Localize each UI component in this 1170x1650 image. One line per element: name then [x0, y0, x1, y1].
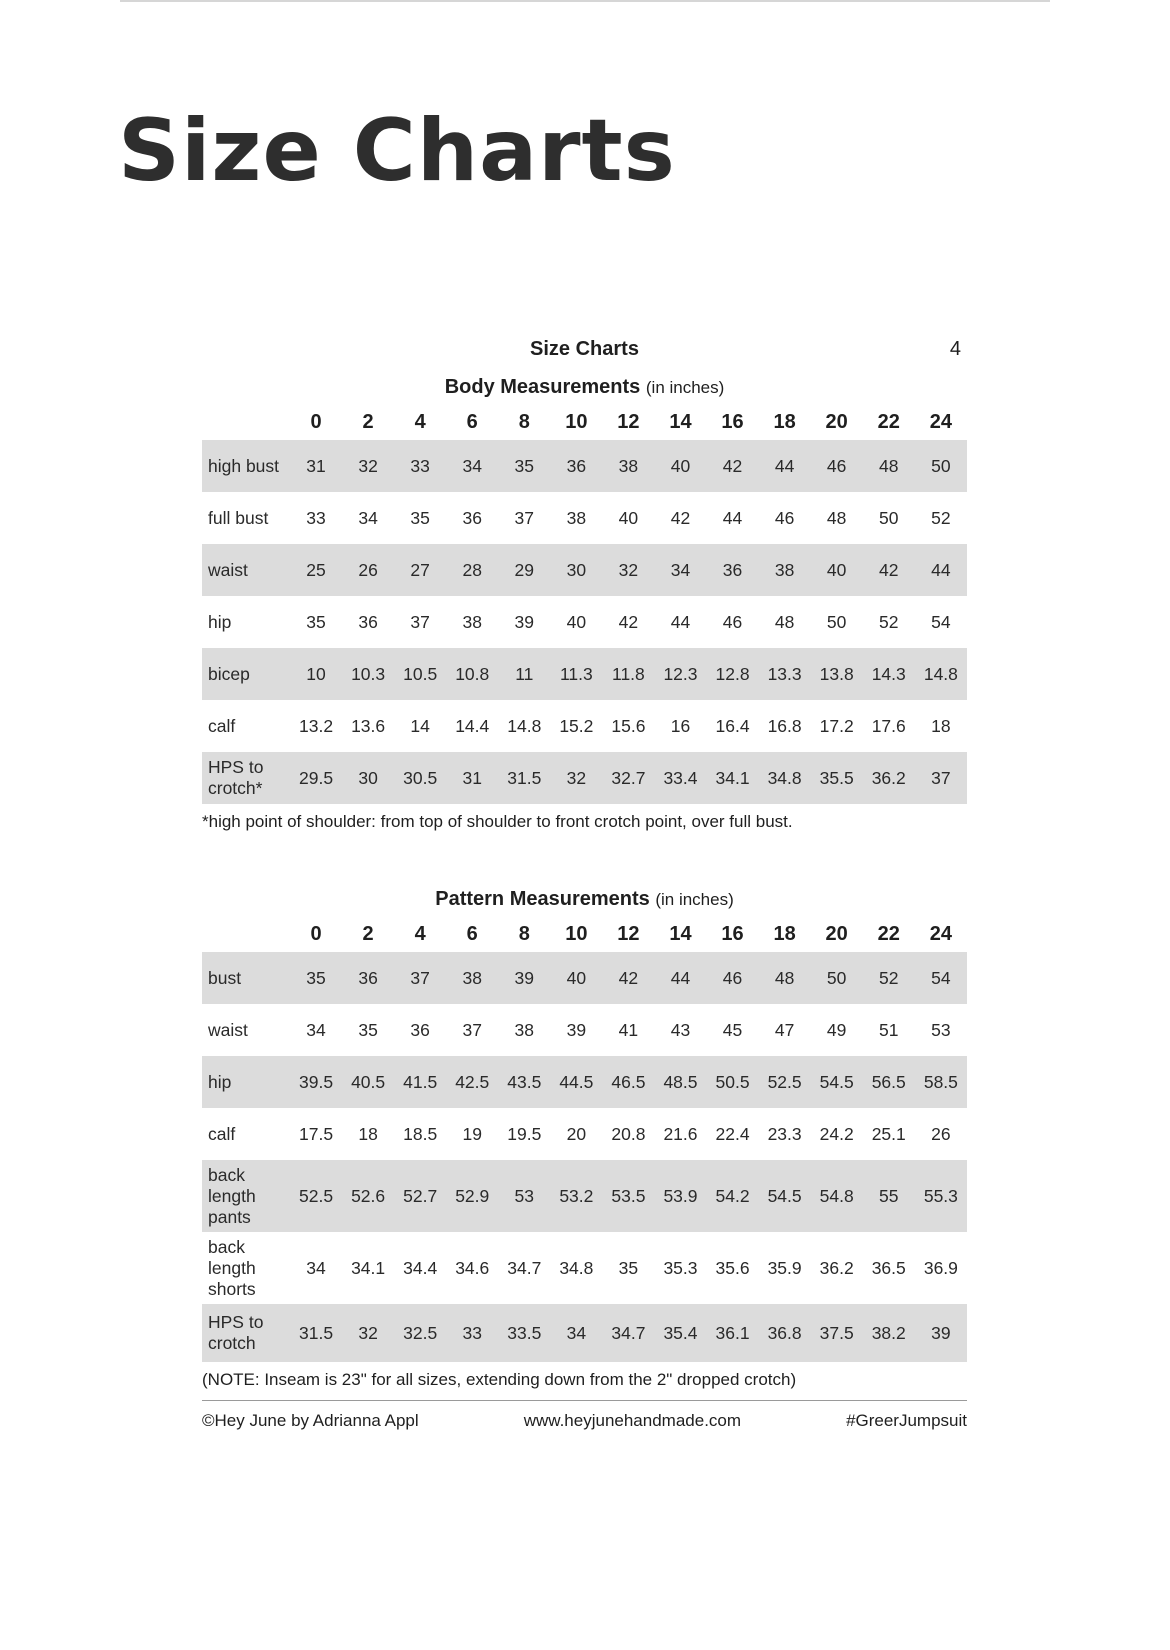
document-header [202, 330, 967, 370]
measurement-label: bust [202, 952, 290, 1004]
measurement-value: 53.5 [602, 1160, 654, 1232]
size-column-header: 14 [669, 410, 692, 433]
measurement-value: 38.2 [863, 1304, 915, 1362]
measurement-value: 23.3 [767, 1123, 802, 1144]
measurement-value: 34.1 [351, 1257, 386, 1278]
measurement-value: 13.2 [299, 715, 334, 736]
measurement-value: 16.4 [715, 715, 750, 736]
body-measurements-table [202, 404, 967, 804]
measurement-value: 25 [290, 544, 342, 596]
measurement-value: 34.7 [602, 1304, 654, 1362]
measurement-value: 35 [306, 611, 326, 632]
measurement-value: 34.4 [403, 1257, 438, 1278]
measurement-value: 52.6 [342, 1160, 394, 1232]
size-column-header: 8 [518, 410, 530, 433]
measurement-value: 41.5 [394, 1056, 446, 1108]
measurement-value: 52 [863, 952, 915, 1004]
measurement-value: 19 [462, 1123, 482, 1144]
measurement-value: 46 [707, 952, 759, 1004]
size-column-header: 16 [721, 922, 744, 945]
measurement-value: 36 [550, 440, 602, 492]
measurement-value: 38 [759, 544, 811, 596]
measurement-value: 14.3 [863, 648, 915, 700]
size-column-header: 14 [669, 922, 692, 945]
measurement-value: 14.4 [455, 715, 490, 736]
measurement-value: 40.5 [342, 1056, 394, 1108]
measurement-value: 56.5 [863, 1056, 915, 1108]
size-column-header: 4 [414, 410, 426, 433]
size-column-header: 8 [518, 922, 530, 945]
measurement-value: 49 [826, 1019, 847, 1040]
measurement-value: 38 [514, 1019, 535, 1040]
measurement-value: 13.8 [811, 648, 863, 700]
measurement-value: 31 [446, 752, 498, 804]
measurement-value: 52 [931, 507, 951, 528]
measurement-row [202, 700, 967, 752]
measurement-value: 35.4 [654, 1304, 706, 1362]
measurement-value: 16.8 [767, 715, 802, 736]
measurement-value: 32 [602, 544, 654, 596]
measurement-value: 26 [342, 544, 394, 596]
measurement-label: bicep [202, 648, 290, 700]
measurement-value: 54.5 [811, 1056, 863, 1108]
size-column-header: 18 [773, 922, 796, 945]
measurement-value: 53 [931, 1019, 951, 1040]
measurement-value: 42.5 [446, 1056, 498, 1108]
measurement-value: 12.3 [654, 648, 706, 700]
measurement-value: 46 [811, 440, 863, 492]
measurement-value: 37 [462, 1019, 482, 1040]
measurement-value: 52.9 [446, 1160, 498, 1232]
measurement-label: hip [208, 611, 232, 632]
measurement-value: 42 [670, 507, 691, 528]
measurement-value: 52.5 [759, 1056, 811, 1108]
measurement-label: calf [208, 1123, 236, 1144]
measurement-value: 15.6 [611, 715, 646, 736]
measurement-value: 58.5 [915, 1056, 967, 1108]
measurement-value: 44.5 [550, 1056, 602, 1108]
measurement-value: 34.8 [759, 752, 811, 804]
measurement-value: 11.3 [550, 648, 602, 700]
measurement-value: 52.7 [394, 1160, 446, 1232]
measurement-value: 21.6 [663, 1123, 698, 1144]
measurement-value: 35.9 [767, 1257, 802, 1278]
measurement-value: 40 [566, 611, 587, 632]
measurement-value: 34 [446, 440, 498, 492]
measurement-label: HPS to crotch* [202, 752, 290, 804]
measurement-value: 32.5 [394, 1304, 446, 1362]
size-column-header: 2 [362, 410, 374, 433]
measurement-row [202, 952, 967, 1004]
measurement-row [202, 1056, 967, 1108]
document-footer [202, 1411, 967, 1431]
document-title: Size Charts [530, 338, 639, 360]
measurement-value: 20 [566, 1123, 587, 1144]
measurement-value: 32 [550, 752, 602, 804]
measurement-value: 36.8 [759, 1304, 811, 1362]
measurement-value: 34.8 [559, 1257, 594, 1278]
size-header-row [202, 404, 967, 440]
measurement-value: 34.7 [507, 1257, 542, 1278]
page-heading: Size Charts [118, 101, 676, 201]
measurement-row [202, 492, 967, 544]
measurement-value: 30.5 [394, 752, 446, 804]
measurement-value: 34 [654, 544, 706, 596]
measurement-value: 48.5 [654, 1056, 706, 1108]
measurement-value: 36.5 [871, 1257, 906, 1278]
measurement-value: 51 [878, 1019, 899, 1040]
size-column-header: 0 [310, 410, 322, 433]
size-column-header: 0 [310, 922, 322, 945]
measurement-value: 36.2 [819, 1257, 854, 1278]
measurement-value: 32 [342, 440, 394, 492]
measurement-value: 36 [462, 507, 482, 528]
measurement-value: 35 [498, 440, 550, 492]
measurement-label: HPS to crotch [202, 1304, 290, 1362]
measurement-value: 36.9 [923, 1257, 958, 1278]
measurement-value: 31 [290, 440, 342, 492]
measurement-value: 10.8 [446, 648, 498, 700]
measurement-value: 11.8 [602, 648, 654, 700]
website-text: www.heyjunehandmade.com [523, 1411, 742, 1430]
measurement-value: 14.8 [915, 648, 967, 700]
measurement-value: 10.3 [342, 648, 394, 700]
corner-cell [202, 404, 290, 440]
measurement-value: 48 [863, 440, 915, 492]
body-section-name: Body Measurements [444, 376, 641, 398]
measurement-value: 14 [410, 715, 430, 736]
copyright-text: ©Hey June by Adrianna Appl [202, 1411, 419, 1430]
measurement-value: 29.5 [290, 752, 342, 804]
measurement-value: 37 [915, 752, 967, 804]
measurement-value: 17.2 [819, 715, 854, 736]
measurement-value: 36 [410, 1019, 430, 1040]
measurement-row [202, 596, 967, 648]
measurement-value: 15.2 [559, 715, 594, 736]
size-column-header: 4 [414, 922, 426, 945]
measurement-value: 30 [342, 752, 394, 804]
measurement-value: 13.3 [759, 648, 811, 700]
measurement-value: 37 [514, 507, 535, 528]
size-column-header: 18 [773, 410, 796, 433]
pattern-measurements-title [202, 882, 967, 916]
size-column-header: 16 [721, 410, 744, 433]
measurement-value: 18 [358, 1123, 378, 1144]
measurement-value: 55 [863, 1160, 915, 1232]
measurement-value: 46.5 [602, 1056, 654, 1108]
size-column-header: 12 [617, 410, 640, 433]
measurement-row [202, 1108, 967, 1160]
measurement-value: 18.5 [403, 1123, 438, 1144]
measurement-value: 32.7 [602, 752, 654, 804]
measurement-value: 34 [306, 1257, 326, 1278]
measurement-value: 33 [446, 1304, 498, 1362]
measurement-value: 50.5 [707, 1056, 759, 1108]
measurement-value: 44 [654, 952, 706, 1004]
measurement-value: 28 [446, 544, 498, 596]
measurement-value: 32 [342, 1304, 394, 1362]
measurement-value: 44 [722, 507, 743, 528]
measurement-value: 40 [550, 952, 602, 1004]
measurement-value: 35 [358, 1019, 378, 1040]
measurement-value: 18 [931, 715, 951, 736]
footer-divider [202, 1400, 967, 1401]
measurement-value: 40 [811, 544, 863, 596]
measurement-value: 36 [707, 544, 759, 596]
measurement-value: 33.5 [498, 1304, 550, 1362]
measurement-value: 27 [394, 544, 446, 596]
measurement-value: 33 [306, 507, 326, 528]
hashtag-text: #GreerJumpsuit [846, 1411, 967, 1430]
measurement-value: 20.8 [611, 1123, 646, 1144]
measurement-value: 36.1 [707, 1304, 759, 1362]
top-divider [120, 0, 1050, 2]
measurement-value: 35.3 [663, 1257, 698, 1278]
measurement-row [202, 1004, 967, 1056]
size-column-header: 6 [466, 410, 478, 433]
measurement-label: back length shorts [208, 1236, 256, 1299]
measurement-value: 35 [410, 507, 430, 528]
measurement-value: 54.8 [811, 1160, 863, 1232]
measurement-value: 12.8 [707, 648, 759, 700]
measurement-value: 17.5 [299, 1123, 334, 1144]
measurement-value: 42 [863, 544, 915, 596]
measurement-value: 39 [566, 1019, 587, 1040]
measurement-value: 41 [618, 1019, 639, 1040]
measurement-value: 31.5 [290, 1304, 342, 1362]
measurement-value: 40 [618, 507, 639, 528]
measurement-value: 37 [394, 952, 446, 1004]
measurement-value: 53 [498, 1160, 550, 1232]
page-number: 4 [949, 338, 961, 360]
measurement-value: 36 [342, 952, 394, 1004]
measurement-label: full bust [208, 507, 269, 528]
measurement-value: 34 [306, 1019, 326, 1040]
measurement-value: 34 [358, 507, 378, 528]
measurement-value: 25.1 [871, 1123, 906, 1144]
size-column-header: 24 [929, 410, 952, 433]
measurement-value: 33.4 [654, 752, 706, 804]
measurement-value: 39 [915, 1304, 967, 1362]
measurement-value: 37 [410, 611, 430, 632]
measurement-value: 19.5 [507, 1123, 542, 1144]
measurement-row [202, 1160, 967, 1232]
measurement-row [202, 752, 967, 804]
measurement-value: 55.3 [915, 1160, 967, 1232]
measurement-value: 30 [550, 544, 602, 596]
measurement-value: 50 [826, 611, 847, 632]
measurement-value: 22.4 [715, 1123, 750, 1144]
size-column-header: 20 [825, 410, 848, 433]
measurement-value: 35 [290, 952, 342, 1004]
measurement-value: 42 [618, 611, 639, 632]
size-column-header: 22 [877, 922, 900, 945]
measurement-value: 35.5 [811, 752, 863, 804]
measurement-row [202, 1304, 967, 1362]
measurement-value: 36.2 [863, 752, 915, 804]
measurement-value: 44 [759, 440, 811, 492]
measurement-value: 35 [618, 1257, 639, 1278]
measurement-row [202, 648, 967, 700]
measurement-value: 46 [722, 611, 743, 632]
measurement-value: 48 [759, 952, 811, 1004]
measurement-value: 40 [654, 440, 706, 492]
measurement-value: 24.2 [819, 1123, 854, 1144]
measurement-value: 48 [826, 507, 847, 528]
size-column-header: 12 [617, 922, 640, 945]
size-column-header: 20 [825, 922, 848, 945]
size-column-header: 22 [877, 410, 900, 433]
measurement-value: 43.5 [498, 1056, 550, 1108]
measurement-value: 47 [774, 1019, 795, 1040]
measurement-value: 52.5 [290, 1160, 342, 1232]
measurement-value: 11 [498, 648, 550, 700]
measurement-value: 34.6 [455, 1257, 490, 1278]
measurement-value: 14.8 [507, 715, 542, 736]
measurement-value: 10 [290, 648, 342, 700]
measurement-value: 38 [446, 952, 498, 1004]
measurement-row [202, 440, 967, 492]
footnote: *high point of shoulder: from top of shoulder to front crotch point, over full bust. [202, 812, 793, 831]
measurement-value: 16 [670, 715, 691, 736]
measurement-value: 33 [394, 440, 446, 492]
measurement-value: 48 [774, 611, 795, 632]
measurement-value: 38 [602, 440, 654, 492]
measurement-value: 39 [498, 952, 550, 1004]
measurement-value: 39.5 [290, 1056, 342, 1108]
measurement-value: 54.2 [707, 1160, 759, 1232]
measurement-value: 53.9 [654, 1160, 706, 1232]
measurement-value: 53.2 [550, 1160, 602, 1232]
measurement-value: 17.6 [871, 715, 906, 736]
body-measurements-title [202, 370, 967, 404]
body-section-unit: (in inches) [645, 378, 725, 397]
size-chart-document [202, 330, 967, 1431]
size-header-row [202, 916, 967, 952]
measurement-label: waist [208, 1019, 248, 1040]
measurement-value: 43 [670, 1019, 691, 1040]
measurement-value: 44 [915, 544, 967, 596]
measurement-value: 42 [707, 440, 759, 492]
measurement-label: high bust [202, 440, 290, 492]
measurement-value: 39 [514, 611, 535, 632]
measurement-value: 38 [462, 611, 482, 632]
measurement-value: 45 [722, 1019, 743, 1040]
measurement-value: 35.6 [715, 1257, 750, 1278]
size-column-header: 10 [565, 922, 588, 945]
measurement-value: 50 [811, 952, 863, 1004]
measurement-value: 54.5 [759, 1160, 811, 1232]
size-column-header: 2 [362, 922, 374, 945]
measurement-label: back length pants [202, 1160, 290, 1232]
measurement-value: 46 [774, 507, 795, 528]
measurement-value: 38 [566, 507, 587, 528]
measurement-value: 34.1 [707, 752, 759, 804]
pattern-section-name: Pattern Measurements [435, 888, 650, 910]
measurement-row [202, 544, 967, 596]
size-column-header: 6 [466, 922, 478, 945]
measurement-value: 29 [498, 544, 550, 596]
measurement-value: 44 [670, 611, 691, 632]
measurement-value: 42 [602, 952, 654, 1004]
inseam-note: (NOTE: Inseam is 23" for all sizes, extending down from the 2" dropped crotch) [202, 1370, 797, 1389]
measurement-value: 36 [358, 611, 378, 632]
measurement-value: 31.5 [498, 752, 550, 804]
measurement-value: 10.5 [394, 648, 446, 700]
corner-cell [202, 916, 290, 952]
measurement-value: 13.6 [351, 715, 386, 736]
measurement-label: waist [202, 544, 290, 596]
pattern-section-unit: (in inches) [655, 890, 734, 909]
measurement-value: 50 [915, 440, 967, 492]
measurement-value: 54 [931, 611, 951, 632]
measurement-value: 50 [878, 507, 899, 528]
measurement-label: hip [202, 1056, 290, 1108]
size-column-header: 10 [565, 410, 588, 433]
measurement-value: 26 [931, 1123, 951, 1144]
measurement-value: 37.5 [811, 1304, 863, 1362]
measurement-value: 54 [915, 952, 967, 1004]
size-column-header: 24 [929, 922, 952, 945]
measurement-label: calf [208, 715, 236, 736]
measurement-row [202, 1232, 967, 1304]
measurement-value: 34 [550, 1304, 602, 1362]
measurement-value: 52 [878, 611, 899, 632]
pattern-measurements-table [202, 916, 967, 1362]
